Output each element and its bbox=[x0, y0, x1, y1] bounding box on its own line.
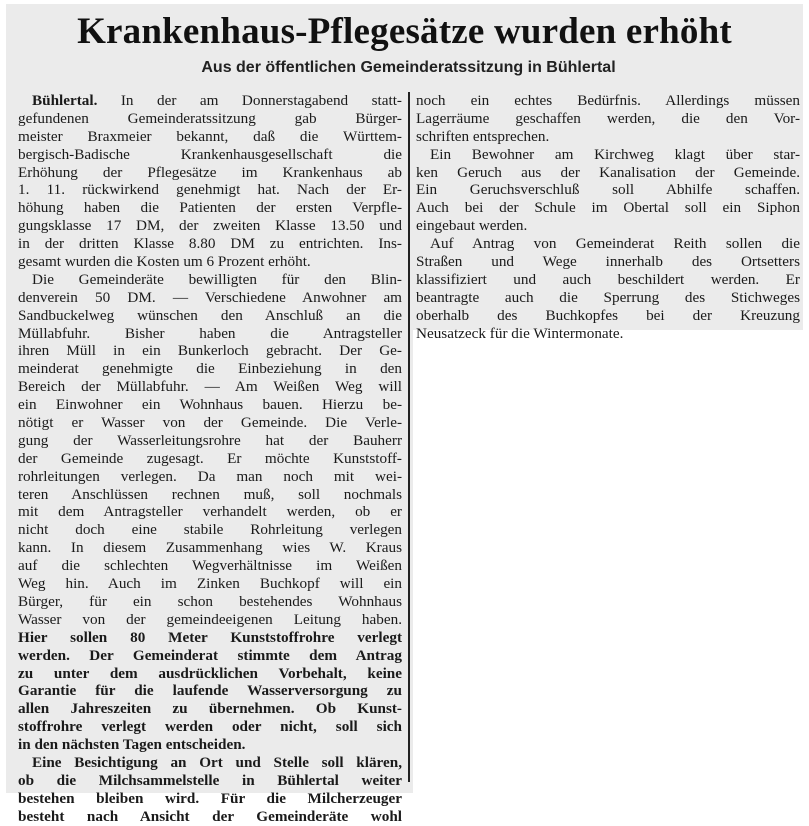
article-line bbox=[18, 700, 402, 718]
article-line bbox=[18, 128, 402, 146]
article-line bbox=[18, 575, 402, 593]
article-line bbox=[18, 325, 402, 343]
article-line-text: bestehen bleiben wird. Für die Milcherzeuger bbox=[18, 789, 402, 807]
article-line bbox=[18, 557, 402, 575]
article-line-text: besteht nach Ansicht der Gemeinderäte wohl bbox=[18, 807, 402, 825]
article-line bbox=[18, 647, 402, 665]
article-line-text: stoffrohre verlegt werden oder nicht, soll sich bbox=[18, 718, 402, 736]
article-line bbox=[18, 629, 402, 647]
article-line-text: ken Geruch aus der Kanalisation der Gemeinde. bbox=[416, 163, 800, 181]
article-line-text: Sandbuckelweg wünschen den Anschluß an die bbox=[18, 306, 402, 324]
article-line-text: kann. In diesem Zusammenhang wies W. Kraus bbox=[18, 539, 402, 557]
article-line-text: Garantie für die laufende Wasserversorgung zu bbox=[18, 682, 402, 700]
article-line-text: gungsklasse 17 DM, der zweiten Klasse 13.50 und bbox=[18, 217, 402, 235]
article-line-text: der Gemeinde zugesagt. Er möchte Kunststoff- bbox=[18, 449, 402, 467]
article-column-left bbox=[18, 92, 402, 826]
article-line bbox=[18, 432, 402, 450]
article-line-text: gesamt wurden die Kosten um 6 Prozent erhöht. bbox=[18, 253, 311, 271]
article-line-text: auf die schlechten Wegverhältnisse im Weißen bbox=[18, 557, 402, 575]
article-dateline: Bühlertal. bbox=[32, 92, 98, 109]
article-line-text: mit dem Antragsteller verhandelt werden, ob er bbox=[18, 503, 402, 521]
article-line-text: Erhöhung der Pflegesätze im Krankenhaus ab bbox=[18, 163, 402, 181]
article-line bbox=[18, 736, 402, 754]
article-line-text: gefundenen Gemeinderatssitzung gab Bürger- bbox=[18, 109, 402, 127]
article-line-text: oberhalb des Buchkopfes bei der Kreuzung bbox=[416, 306, 800, 324]
article-line bbox=[18, 360, 402, 378]
article-line bbox=[18, 665, 402, 683]
article-line bbox=[18, 199, 402, 217]
article-subheadline: Aus der öffentlichen Gemeinderatssitzung in Bühlertal bbox=[201, 59, 616, 76]
article-line bbox=[18, 521, 402, 539]
article-line-text: werden. Der Gemeinderat stimmte dem Antrag bbox=[18, 646, 402, 664]
article-line-text: beantragte auch die Sperrung des Stichweges bbox=[416, 288, 800, 306]
article-line-text: Ein Bewohner am Kirchweg klagt über star- bbox=[430, 145, 800, 163]
article-line-text: Ein Geruchsverschluß soll Abhilfe schaffen. bbox=[416, 181, 800, 199]
article-column-right bbox=[416, 92, 800, 342]
article-line bbox=[18, 110, 402, 128]
article-line bbox=[416, 128, 800, 146]
article-line bbox=[18, 718, 402, 736]
article-line-text: noch ein echtes Bedürfnis. Allerdings müssen bbox=[416, 92, 800, 109]
article-line bbox=[18, 271, 402, 289]
article-line bbox=[18, 468, 402, 486]
article-line bbox=[416, 325, 800, 343]
article-line-text: Lagerräume geschaffen werden, die den Vor- bbox=[416, 109, 800, 127]
article-line-text: meinderat genehmigte die Einbeziehung in den bbox=[18, 360, 402, 378]
column-divider bbox=[408, 92, 410, 782]
article-line bbox=[18, 486, 402, 504]
article-line bbox=[18, 414, 402, 432]
article-line-text: Bereich der Müllabfuhr. — Am Weißen Weg will bbox=[18, 378, 402, 396]
article-line bbox=[18, 253, 402, 271]
article-line-text: In der am Donnerstagabend statt- bbox=[120, 92, 402, 109]
article-line bbox=[416, 253, 800, 271]
article-line bbox=[416, 199, 800, 217]
article-line-text: ein Einwohner ein Wohnhaus bauen. Hierzu be- bbox=[18, 396, 402, 414]
article-line bbox=[416, 164, 800, 182]
article-line-text: Müllabfuhr. Bisher haben die Antragsteller bbox=[18, 324, 402, 342]
article-line bbox=[18, 342, 402, 360]
article-line bbox=[18, 682, 402, 700]
article-line-text: nötigt er Wasser von der Gemeinde. Die Verle- bbox=[18, 414, 402, 432]
article-line-text: Auf Antrag von Gemeinderat Reith sollen die bbox=[430, 235, 800, 253]
article-line bbox=[18, 289, 402, 307]
article-line bbox=[416, 289, 800, 307]
article-line-text: schriften entsprechen. bbox=[416, 127, 550, 145]
article-line bbox=[18, 378, 402, 396]
article-line bbox=[416, 235, 800, 253]
article-line bbox=[18, 164, 402, 182]
article-headline: Krankenhaus-Pflegesätze wurden erhöht bbox=[77, 11, 732, 52]
article-line bbox=[18, 181, 402, 199]
article-line bbox=[18, 593, 402, 611]
article-line-text: Die Gemeinderäte bewilligten für den Blin- bbox=[32, 270, 402, 288]
article-line bbox=[416, 146, 800, 164]
article-line-text: Auch bei der Schule im Obertal soll ein Siphon bbox=[416, 199, 800, 217]
article-line bbox=[18, 611, 402, 629]
article-line-text: eingebaut werden. bbox=[416, 217, 528, 235]
article-line-text: 1. 11. rückwirkend genehmigt hat. Nach der Er- bbox=[18, 181, 402, 199]
article-line bbox=[18, 754, 402, 772]
article-line bbox=[416, 307, 800, 325]
article-line bbox=[18, 450, 402, 468]
article-line bbox=[18, 790, 402, 808]
article-line-text: in der dritten Klasse 8.80 DM zu entrichten. Ins- bbox=[18, 235, 402, 253]
article-line-text: denverein 50 DM. — Verschiedene Anwohner am bbox=[18, 288, 402, 306]
article-line-text: Bürger, für ein schon bestehendes Wohnhaus bbox=[18, 592, 402, 610]
article-line bbox=[416, 92, 800, 110]
article-line bbox=[18, 396, 402, 414]
article-line-text: klassifiziert und auch beschildert werden. Er bbox=[416, 270, 800, 288]
article-line-text: höhung haben die Patienten der ersten Verpfle- bbox=[18, 199, 402, 217]
article-line-text: Hier sollen 80 Meter Kunststoffrohre verlegt bbox=[18, 628, 402, 646]
article-line-text: bergisch-Badische Krankenhausgesellschaft die bbox=[18, 145, 402, 163]
article-line bbox=[18, 217, 402, 235]
article-line-text: Wasser von der gemeindeeigenen Leitung haben. bbox=[18, 610, 402, 628]
article-line-text: Straßen und Wege innerhalb des Ortsetters bbox=[416, 253, 800, 271]
article-line-text: rohrleitungen verlegen. Da man noch mit wei- bbox=[18, 467, 402, 485]
article-line-text: ob die Milchsammelstelle in Bühlertal weiter bbox=[18, 771, 402, 789]
article-line-text: ihren Müll in ein Bunkerloch gebracht. Der Ge- bbox=[18, 342, 402, 360]
article-line-text: zu unter dem ausdrücklichen Vorbehalt, keine bbox=[18, 664, 402, 682]
article-line bbox=[416, 217, 800, 235]
article-line-text: teren Anschlüssen rechnen muß, soll nochmals bbox=[18, 485, 402, 503]
blank-area bbox=[413, 330, 809, 794]
article-line-text: Neusatzeck für die Wintermonate. bbox=[416, 324, 624, 342]
article-line bbox=[416, 181, 800, 199]
article-line bbox=[18, 808, 402, 826]
article-line bbox=[18, 235, 402, 253]
article-line-text: allen Jahreszeiten zu übernehmen. Ob Kunst- bbox=[18, 700, 402, 718]
article-line bbox=[18, 146, 402, 164]
article-line-text: meister Braxmeier bekannt, daß die Württem- bbox=[18, 127, 402, 145]
article-line bbox=[416, 271, 800, 289]
article-line bbox=[18, 772, 402, 790]
article-line bbox=[18, 92, 402, 110]
article-line bbox=[18, 503, 402, 521]
article-line-text: Eine Besichtigung an Ort und Stelle soll klären, bbox=[32, 753, 402, 771]
article-line bbox=[18, 307, 402, 325]
article-line-text: nicht doch eine stabile Rohrleitung verlegen bbox=[18, 521, 402, 539]
article-line-text: in den nächsten Tagen entscheiden. bbox=[18, 736, 246, 754]
article-line-text: gung der Wasserleitungsrohre hat der Bauherr bbox=[18, 431, 402, 449]
article-line bbox=[416, 110, 800, 128]
article-line-text: Weg hin. Auch im Zinken Buchkopf will ein bbox=[18, 575, 402, 593]
article-line bbox=[18, 539, 402, 557]
